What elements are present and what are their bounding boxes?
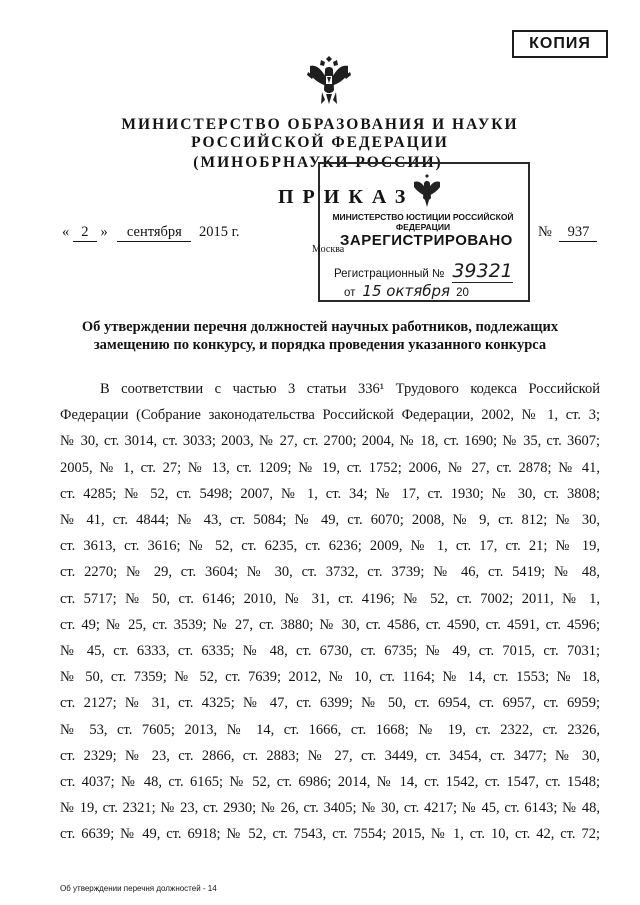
registration-date-label: от — [344, 287, 356, 299]
document-type-heading: ПРИКАЗ — [278, 186, 415, 208]
body-line: В соответствии с частью 3 статьи 336¹ Трудового кодекса Российской — [100, 381, 600, 397]
order-title-line-2: замещению по конкурсу, и порядка проведения указанного конкурса — [93, 337, 547, 353]
body-line: ст. 2127; № 31, ст. 4325; № 47, ст. 6399; № 50, ст. 6954, ст. 6957, ст. 6959; — [60, 695, 600, 712]
date-open-quote: « — [62, 224, 70, 240]
ministry-short-name: (МИНОБРНАУКИ РОССИИ) — [193, 154, 443, 171]
order-title-line-1: Об утверждении перечня должностей научных работников, подлежащих — [81, 319, 559, 335]
body-line: Федерации (Собрание законодательства Российской Федерации, 2002, № 1, ст. 3; — [60, 407, 600, 424]
order-title — [40, 318, 600, 354]
footer-note: Об утверждении перечня должностей - 14 — [60, 884, 217, 893]
body-line: № 50, ст. 7359; № 52, ст. 7639; 2012, № 10, ст. 1164; № 14, ст. 1553; № 18, — [60, 669, 600, 686]
order-body — [60, 376, 600, 848]
body-line: ст. 2270; № 29, ст. 3604; № 30, ст. 3732, ст. 3739; № 46, ст. 5419; № 48, — [60, 564, 600, 581]
order-date — [62, 224, 240, 242]
registration-number-label: Регистрационный № — [334, 268, 445, 280]
body-line: ст. 3613, ст. 3616; № 52, ст. 6235, ст. 6236; 2009, № 1, ст. 17, ст. 21; № 19, — [60, 538, 600, 555]
registration-date-value: 15 октября — [362, 282, 451, 300]
date-month: сентября — [117, 224, 191, 242]
date-day: 2 — [73, 224, 97, 242]
order-number-label: № — [538, 224, 552, 240]
date-close-quote: » — [100, 224, 108, 240]
body-line: № 19, ст. 2321; № 23, ст. 2930; № 26, ст. 3405; № 30, ст. 4217; № 45, ст. 6143; № 48, — [60, 800, 600, 817]
body-line: № 53, ст. 7605; 2013, № 14, ст. 1666, ст. 1668; № 19, ст. 2322, ст. 2326, — [60, 721, 600, 738]
copy-stamp-label: КОПИЯ — [529, 35, 591, 52]
city: Москва — [312, 244, 345, 255]
copy-stamp — [512, 30, 608, 58]
body-line: ст. 4037; № 48, ст. 6165; № 52, ст. 6986; 2014, № 14, ст. 1542, ст. 1547, ст. 1548; — [60, 774, 600, 791]
ministry-name-line-1: МИНИСТЕРСТВО ОБРАЗОВАНИЯ И НАУКИ — [121, 116, 519, 133]
order-number-value: 937 — [559, 224, 597, 242]
body-line: № 30, ст. 3014, ст. 3033; 2003, № 27, ст. 2700; 2004, № 18, ст. 1690; № 35, ст. 3607; — [60, 433, 600, 450]
body-line: № 45, ст. 6333, ст. 6335; № 48, ст. 6730, ст. 6735; № 49, ст. 7015, ст. 7031; — [60, 643, 600, 660]
registration-number-line — [334, 260, 513, 282]
registered-status: ЗАРЕГИСТРИРОВАНО — [340, 232, 513, 249]
registration-number-value: 39321 — [452, 260, 513, 282]
body-line: ст. 4285; № 52, ст. 5498; 2007, № 1, ст. 34; № 17, ст. 1930; № 30, ст. 3808; — [60, 485, 600, 502]
stamp-emblem-icon — [412, 172, 442, 208]
ministry-name-line-2: РОССИЙСКОЙ ФЕДЕРАЦИИ — [191, 134, 449, 151]
double-headed-eagle-emblem-icon — [306, 52, 352, 106]
body-line: 2005, № 1, ст. 27; № 13, ст. 1209; № 19, ст. 1752; 2006, № 27, ст. 2878; № 41, — [60, 459, 600, 476]
body-line: ст. 2329; № 23, ст. 2866, ст. 2883; № 27, ст. 3449, ст. 3454, ст. 3477; № 30, — [60, 747, 600, 764]
body-line: ст. 6639; № 49, ст. 6918; № 52, ст. 7543, ст. 7554; 2015, № 1, ст. 10, ст. 42, ст. 72; — [60, 826, 600, 843]
registration-ministry: МИНИСТЕРСТВО ЮСТИЦИИ РОССИЙСКОЙ ФЕДЕРАЦИИ — [332, 212, 514, 232]
date-year: 2015 г. — [199, 224, 240, 240]
body-line: ст. 5717; № 50, ст. 6146; 2010, № 31, ст. 4196; № 52, ст. 7002; 2011, № 1, — [60, 590, 600, 607]
registration-date-line — [344, 282, 469, 301]
body-line: ст. 49; № 25, ст. 3539; № 27, ст. 3880; № 30, ст. 4586, ст. 4590, ст. 4591, ст. 4596; — [60, 616, 600, 633]
body-line: № 41, ст. 4844; № 43, ст. 5084; № 49, ст. 6070; 2008, № 9, ст. 812; № 30, — [60, 512, 600, 529]
order-number — [538, 224, 597, 242]
registration-year: 20 — [456, 287, 469, 299]
